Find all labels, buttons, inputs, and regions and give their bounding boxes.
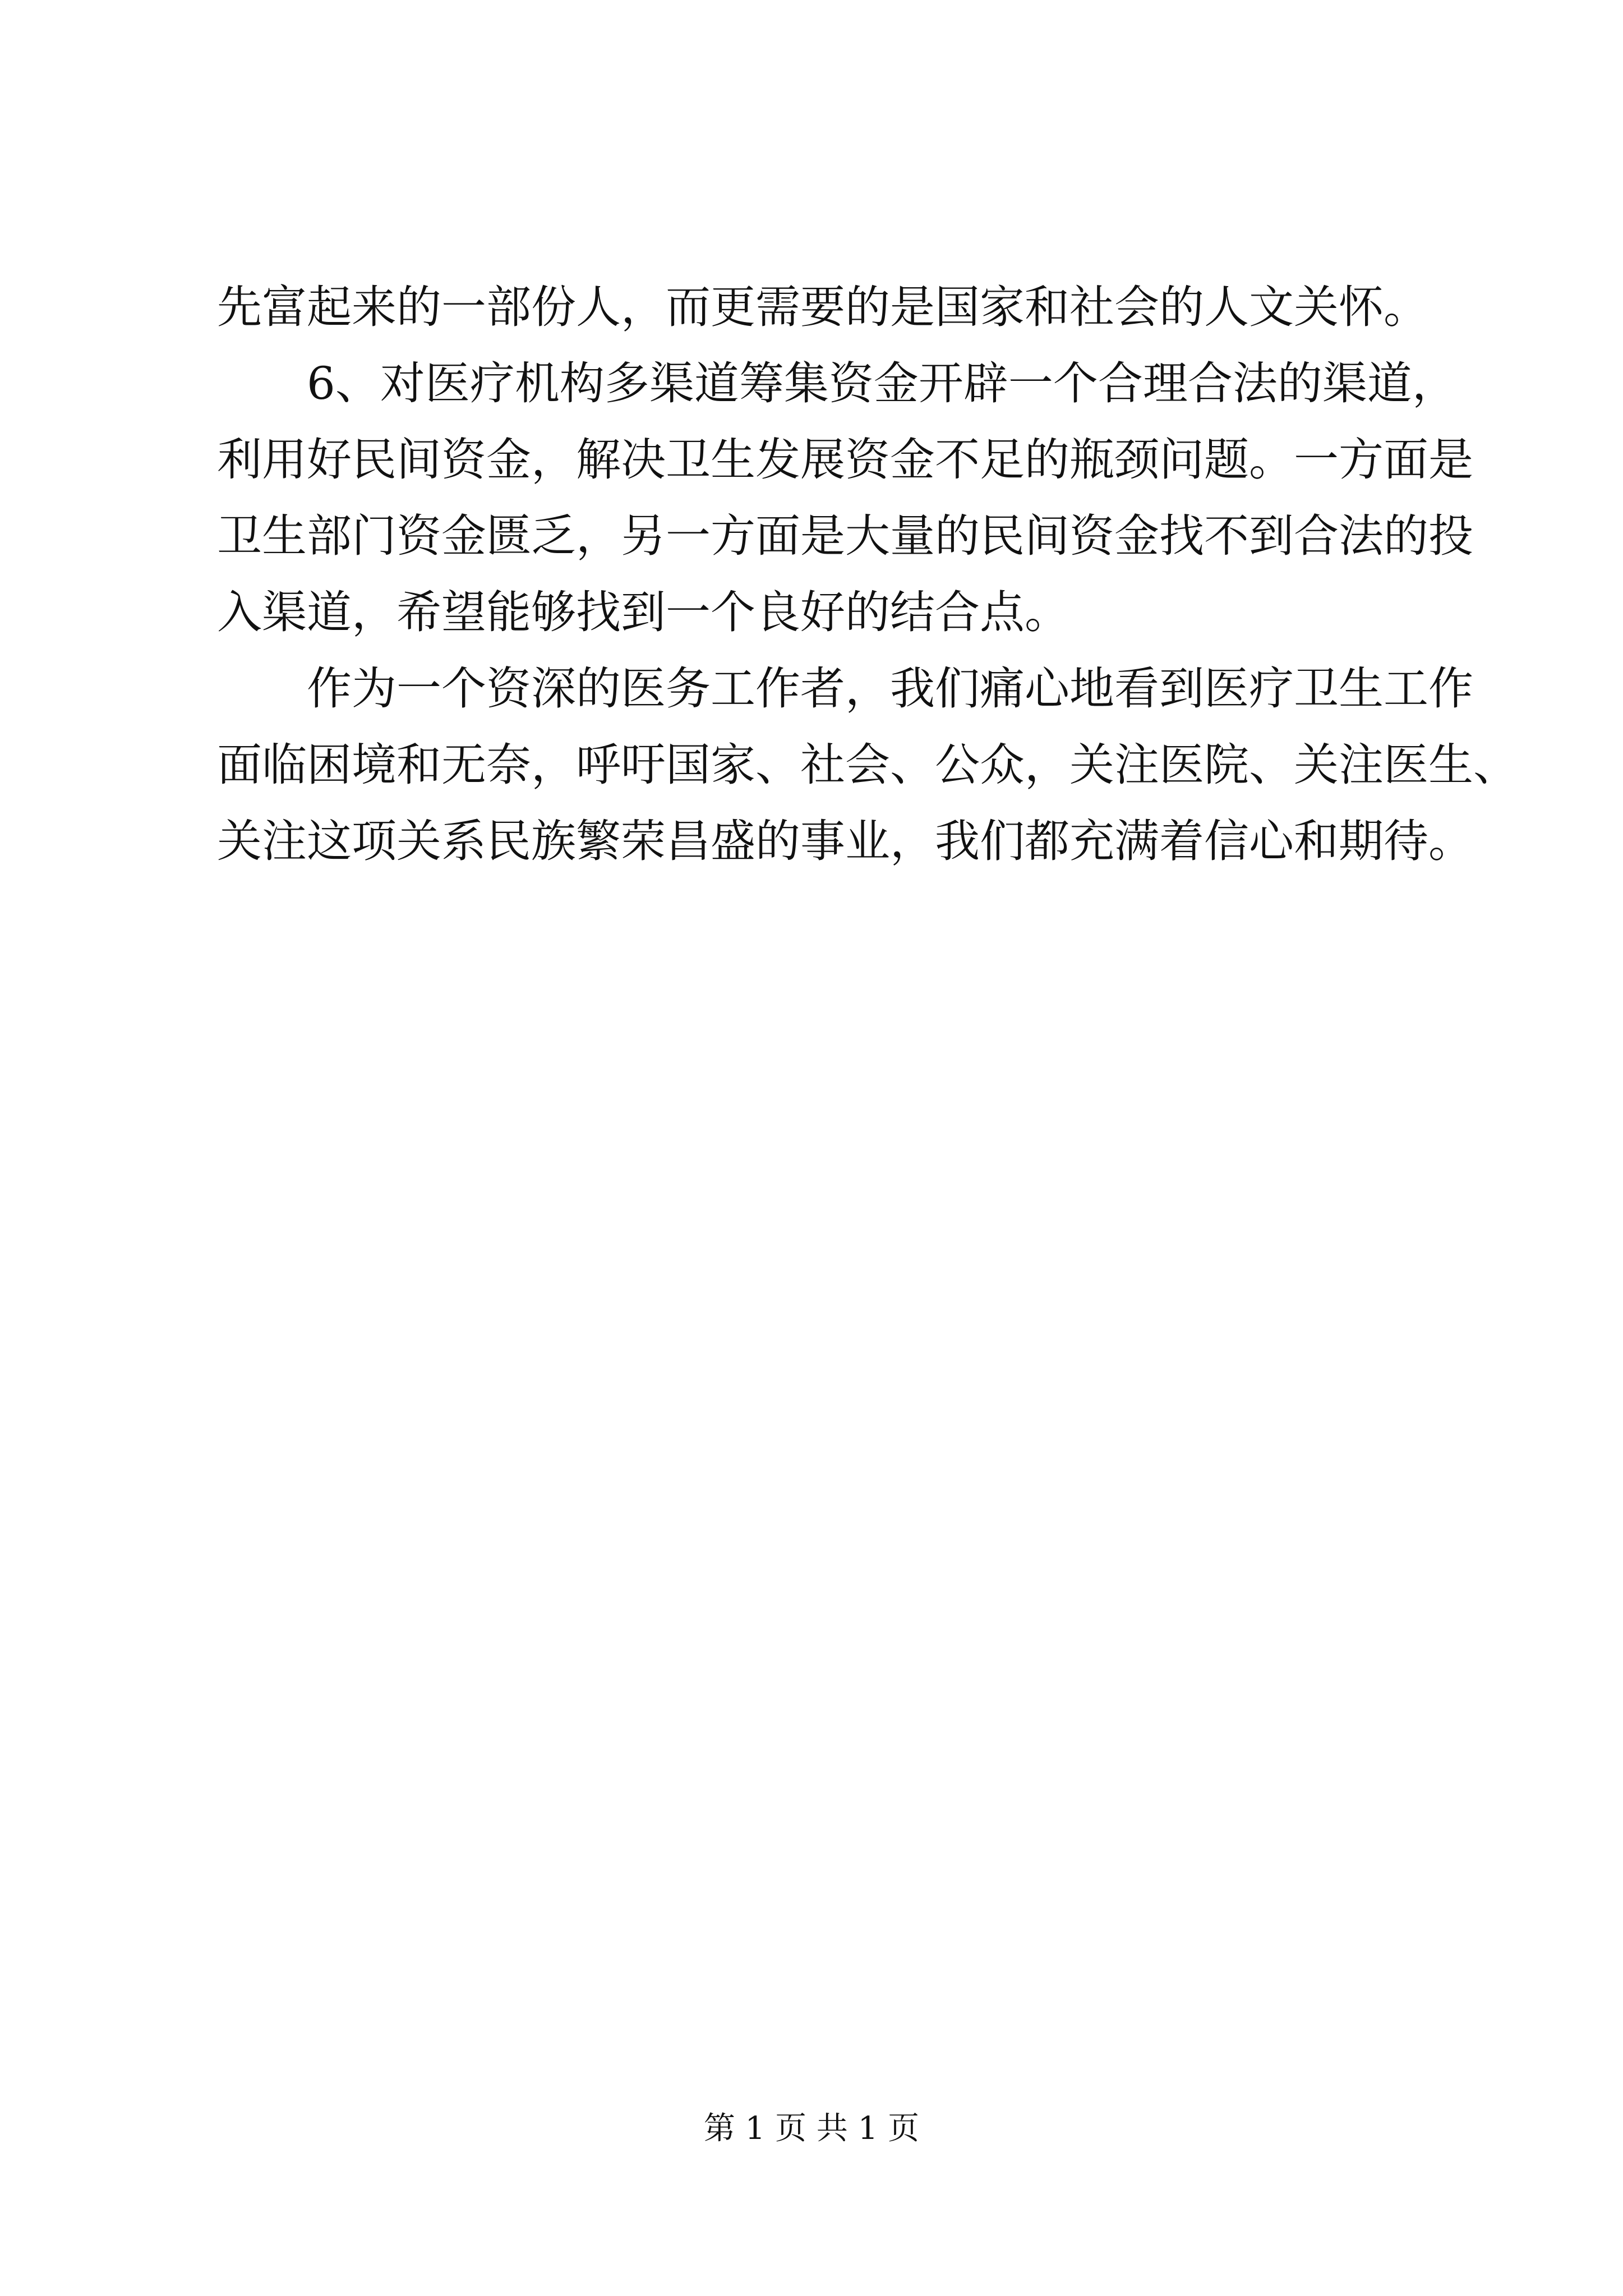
paragraph-2-line-1: 6、对医疗机构多渠道筹集资金开辟一个合理合法的渠道， — [307, 357, 1457, 409]
paragraph-2-line-4: 入渠道，希望能够找到一个良好的结合点。 — [217, 586, 1069, 638]
paragraph-3-line-2: 面临困境和无奈，呼吁国家、社会、公众，关注医院、关注医生、 — [217, 739, 1518, 791]
document-body — [217, 269, 1518, 880]
paragraph-2-line-3: 卫生部门资金匮乏，另一方面是大量的民间资金找不到合法的投 — [217, 510, 1473, 562]
paragraph-3-line-1: 作为一个资深的医务工作者，我们痛心地看到医疗卫生工作 — [307, 662, 1473, 715]
page-footer: 第 1 页 共 1 页 — [703, 2110, 920, 2147]
paragraph-3-line-3: 关注这项关系民族繁荣昌盛的事业，我们都充满着信心和期待。 — [217, 815, 1473, 867]
paragraph-2-line-2: 利用好民间资金，解决卫生发展资金不足的瓶颈问题。一方面是 — [217, 434, 1473, 486]
paragraph-1-line-1: 先富起来的一部份人，而更需要的是国家和社会的人文关怀。 — [217, 281, 1428, 333]
